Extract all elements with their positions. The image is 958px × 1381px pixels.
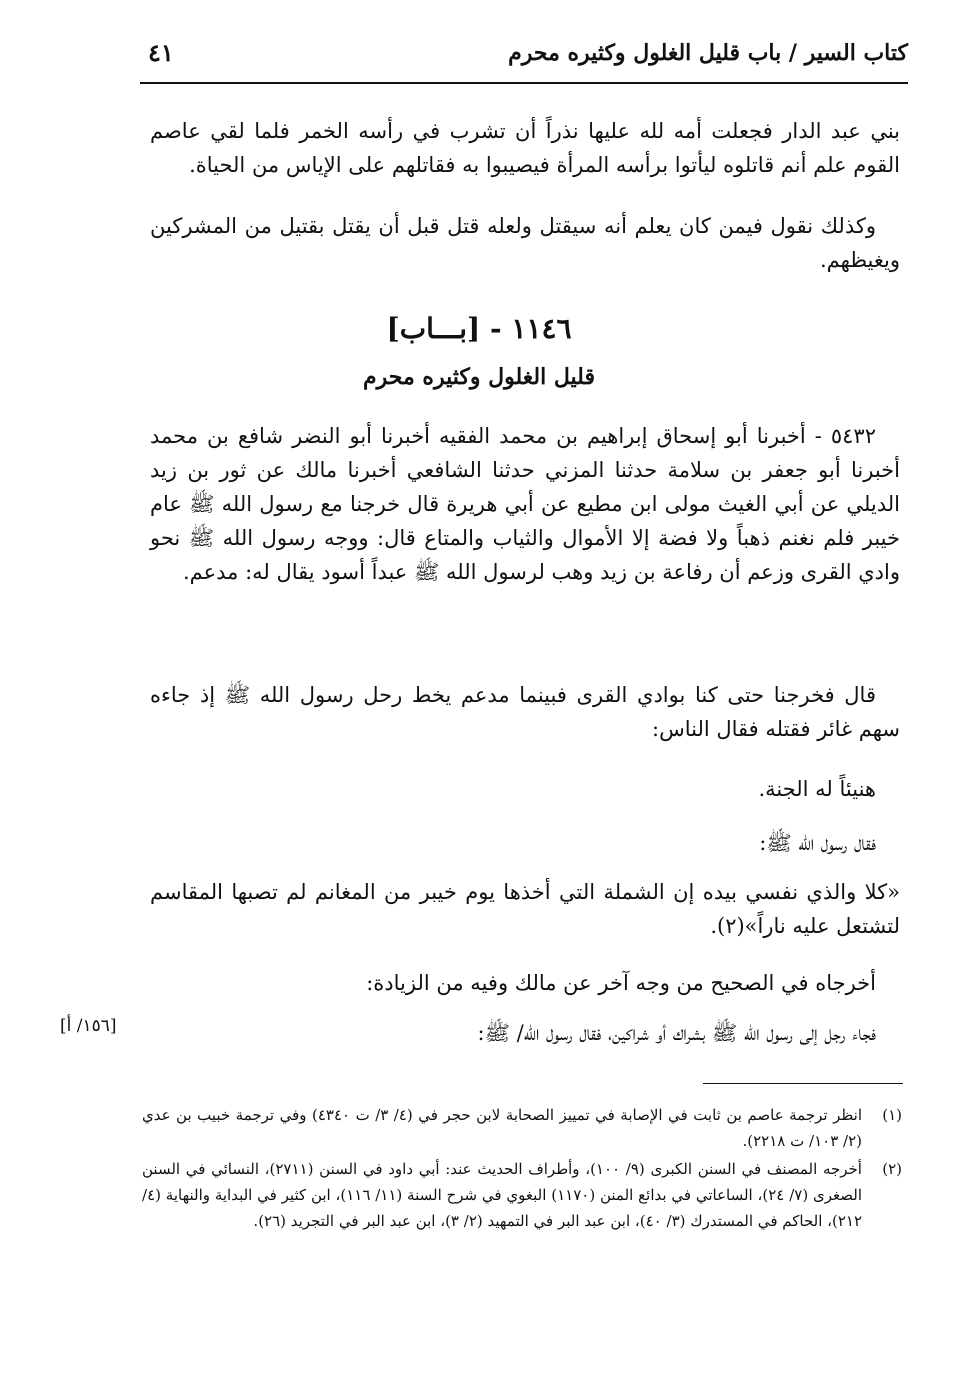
footnote-text: أخرجه المصنف في السنن الكبرى (٩/ ١٠٠)، وأطراف الحديث عند: أبي داود في السنن (٢٧١١)، النسائي في السنن الصغرى (٧/ ٢٤)، الساعاتي في بدائع المنن (١١٧٠) البغوي في شرح السنة (١١/ ١١٦)، ابن كثير في البداية والنهاية (٤/ ٢١٢)، الحاكم في المستدرك (٣/ ٤٠)، ابن عبد البر في التمهيد (٢/ ٣)، ابن عبد البر في التجريد (٢٦). bbox=[142, 1160, 862, 1230]
running-title: كتاب السير / باب قليل الغلول وكثيره محرم bbox=[508, 40, 908, 66]
people-saying: هنيئاً له الجنة. bbox=[758, 777, 876, 801]
prophet-saying-intro: فقال رسول الله ﷺ: bbox=[759, 831, 876, 855]
footnote-1 bbox=[142, 1102, 902, 1154]
takhrij-note: أخرجاه في الصحيح من وجه آخر عن مالك وفيه من الزيادة: bbox=[366, 971, 876, 995]
page-header bbox=[140, 34, 908, 84]
footnote-2 bbox=[142, 1156, 902, 1234]
chapter-heading: ١١٤٦ - [بـــاب] bbox=[386, 312, 572, 345]
page-number: ٤١ bbox=[148, 38, 174, 67]
footnotes bbox=[142, 1102, 902, 1236]
chapter-subheading: قليل الغلول وكثيره محرم bbox=[363, 364, 595, 390]
footnote-number: (٢) bbox=[882, 1160, 902, 1178]
footnote-separator bbox=[703, 1083, 903, 1084]
footnote-number: (١) bbox=[882, 1106, 902, 1124]
intro-paragraph-1: بني عبد الدار فجعلت أمه لله عليها نذراً أن تشرب في رأسه الخمر فلما لقي عاصم القوم علم أنم قاتلوه ليأتوا برأسه المرأة فيصيبوا به فقاتلهم على الإياس من الحياة. bbox=[150, 119, 900, 177]
narration-paragraph: قال فخرجنا حتى كنا بوادي القرى فبينما مدعم يخط رحل رسول الله ﷺ إذ جاءه سهم غائر فقتله فقال الناس: bbox=[150, 683, 900, 741]
footnote-text: انظر ترجمة عاصم بن ثابت في الإصابة في تمييز الصحابة لابن حجر في (٤/ ٣/ ت ٤٣٤٠) وفي ترجمة خبيب بن عدي (٢/ ١٠٣/ ت ٢٢١٨). bbox=[142, 1106, 862, 1150]
hadith-paragraph: ٥٤٣٢ - أخبرنا أبو إسحاق إبراهيم بن محمد الفقيه أخبرنا أبو النضر شافع بن محمد أخبرنا أبو جعفر بن سلامة حدثنا المزني حدثنا الشافعي أخبرنا مالك عن ثور بن زيد الديلي عن أبي الغيث مولى ابن مطيع عن أبي هريرة قال خرجنا مع رسول الله ﷺ عام خيبر فلم نغنم ذهباً ولا فضة إلا الأموال والثياب والمتاع قال: ووجه رسول الله ﷺ نحو وادي القرى وزعم أن رفاعة بن زيد وهب لرسول الله ﷺ عبداً أسود يقال له: مدعم. bbox=[150, 424, 900, 584]
prophet-quote: «كلا والذي نفسي بيده إن الشملة التي أخذها يوم خيبر من المغانم لم تصبها المقاسم لتشتعل عليه ناراً»(٢). bbox=[150, 880, 900, 938]
header-rule bbox=[140, 82, 908, 84]
intro-paragraph-2: وكذلك نقول فيمن كان يعلم أنه سيقتل ولعله قتل قبل أن يقتل بقتيل من المشركين ويغيظهم. bbox=[150, 214, 900, 272]
manuscript-folio-ref: [١٥٦/ أ] bbox=[60, 1016, 117, 1036]
addition-text: فجاء رجل إلى رسول الله ﷺ بشراك أو شراكين، فقال رسول الله/ ﷺ: bbox=[477, 1021, 876, 1045]
